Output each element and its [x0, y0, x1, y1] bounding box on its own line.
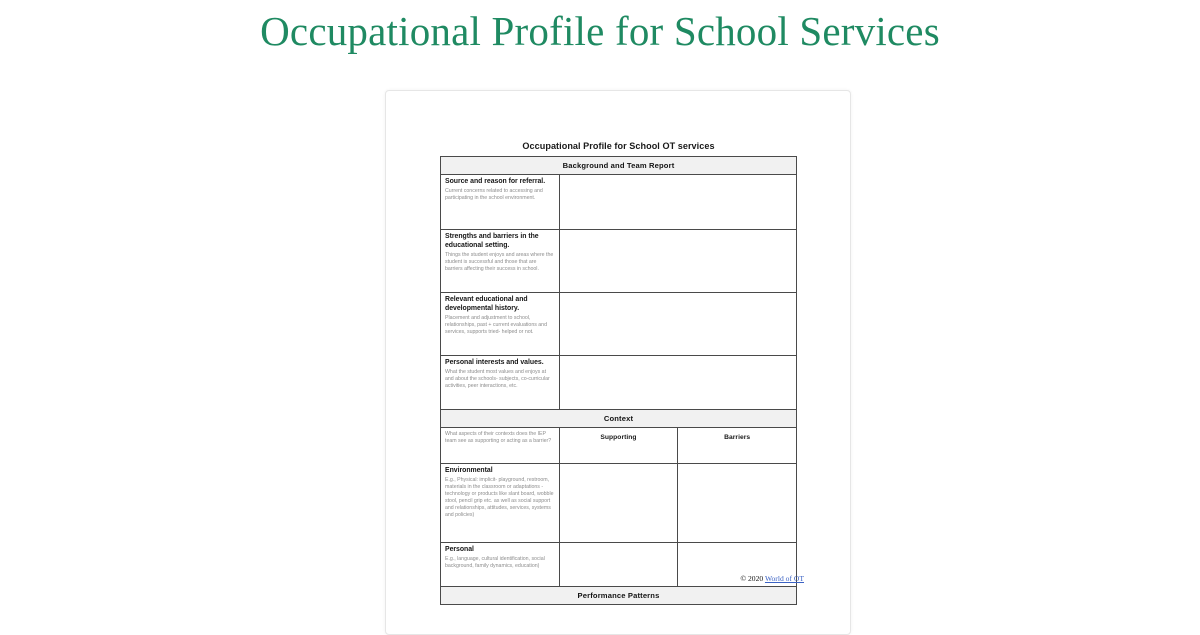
row-title: Personal interests and values. [445, 359, 544, 366]
table-row [441, 175, 797, 230]
occupational-profile-table [440, 156, 797, 605]
world-of-ot-link[interactable]: World of OT [764, 574, 804, 583]
table-row-background-band [441, 157, 797, 175]
document-title: Occupational Profile for School OT services [522, 141, 715, 151]
copyright-credit [740, 574, 804, 583]
section-band-background: Background and Team Report [441, 157, 797, 175]
answer-cell-environmental-barriers[interactable] [678, 464, 797, 543]
answer-cell-environmental-supporting[interactable] [559, 464, 678, 543]
row-title: Strengths and barriers in the educational setting. [445, 233, 539, 249]
row-title: Environmental [445, 467, 493, 474]
row-description: What the student most values and enjoys at and about the schools- subjects, co-curricular activities, peer interactions, etc. [445, 368, 550, 389]
label-cell-personal [441, 543, 560, 587]
row-description: Placement and adjustment to school, relationships, past + current evaluations and services, supports tried- helped or not. [445, 314, 547, 335]
label-cell-source-referral [441, 175, 560, 230]
page-title: Occupational Profile for School Services [260, 8, 940, 54]
table-row-performance-band [441, 587, 797, 605]
row-title: Relevant educational and developmental history. [445, 296, 528, 312]
copyright-text: © 2020 [740, 574, 765, 583]
table-row [441, 293, 797, 356]
table-row [441, 356, 797, 410]
context-prompt-cell [441, 428, 560, 464]
answer-cell-source-referral[interactable] [559, 175, 796, 230]
column-header-supporting: Supporting [559, 428, 678, 464]
row-title: Personal [445, 546, 474, 553]
answer-cell-personal-interests[interactable] [559, 356, 796, 410]
label-cell-environmental [441, 464, 560, 543]
answer-cell-strengths-barriers[interactable] [559, 230, 796, 293]
document-page [385, 90, 851, 635]
row-title: Source and reason for referral. [445, 178, 546, 185]
label-cell-strengths-barriers [441, 230, 560, 293]
row-description: E.g., Physical: implicit- playground, restroom, materials in the classroom or adaptations - technology or products like slant board, wobble stool, pencil grip etc. as well as social support and relationships, attitudes, services, systems and policies) [445, 476, 554, 519]
table-row [441, 230, 797, 293]
table-row [441, 464, 797, 543]
answer-cell-educational-history[interactable] [559, 293, 796, 356]
row-description: Things the student enjoys and areas where the student is successful and those that are barriers affecting their success in school. [445, 251, 554, 272]
table-row-context-headers [441, 428, 797, 464]
document-content [440, 141, 797, 605]
section-band-performance: Performance Patterns [441, 587, 797, 605]
row-description: E.g., language, cultural identification, social background, family dynamics, education) [445, 555, 545, 569]
answer-cell-personal-supporting[interactable] [559, 543, 678, 587]
label-cell-educational-history [441, 293, 560, 356]
context-prompt: What aspects of their contexts does the IEP team see as supporting or acting as a barrier? [445, 431, 552, 445]
label-cell-personal-interests [441, 356, 560, 410]
column-header-barriers: Barriers [678, 428, 797, 464]
table-row-context-band [441, 410, 797, 428]
section-band-context: Context [441, 410, 797, 428]
row-description: Current concerns related to accessing and participating in the school environment. [445, 187, 543, 201]
